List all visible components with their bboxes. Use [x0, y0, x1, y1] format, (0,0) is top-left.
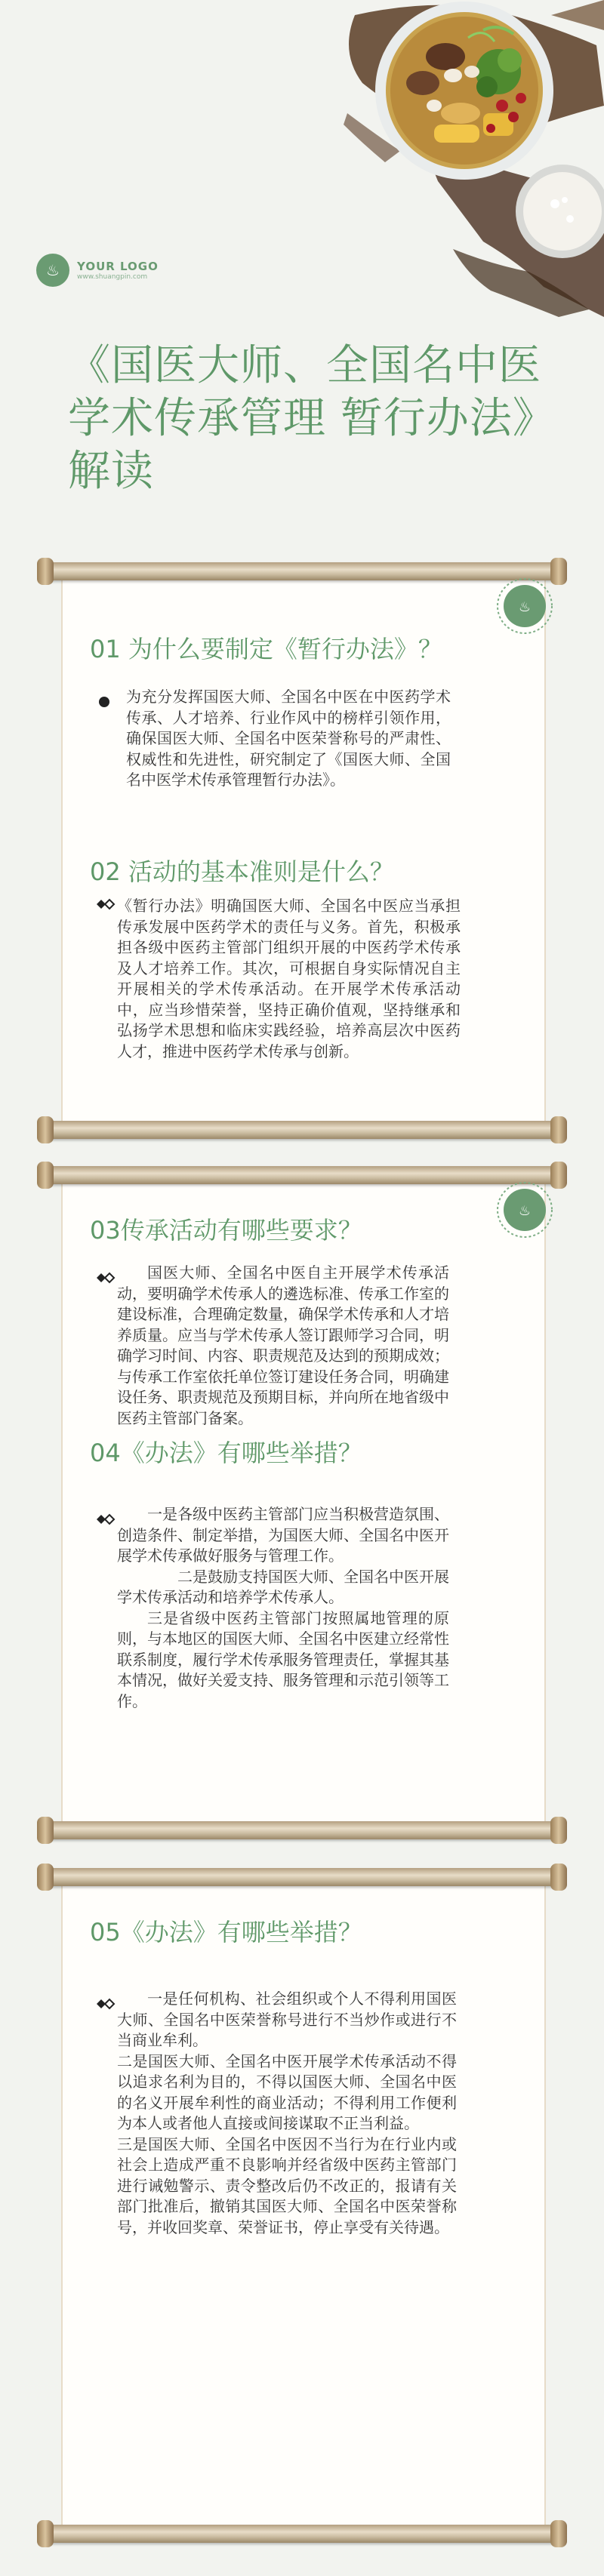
section-3-title: 03传承活动有哪些要求？	[90, 1216, 362, 1245]
scroll-card-1	[42, 562, 562, 1151]
bullet-diamond-icon	[96, 1272, 116, 1284]
section-5-body	[117, 1989, 457, 2238]
logo-icon: ♨	[36, 254, 69, 287]
section-2-body: 《暂行办法》明确国医大师、全国名中医应当承担传承发展中医药学术的责任与义务。首先，积极承担各级中医药主管部门组织开展的中医药学术传承及人才培养工作。其次，可根据自身实际情况自主开展相关的学术传承活动。在开展学术传承活动中，应当珍惜荣誉，坚持正确价值观，坚持继承和弘扬学术思想和临床实践经验，培养高层次中医药人才，推进中医药学术传承与创新。	[117, 897, 461, 1060]
svg-text:♨: ♨	[518, 1203, 532, 1219]
bullet-dot-icon	[99, 697, 109, 707]
section-5-point-1: 一是任何机构、社会组织或个人不得利用国医大师、全国名中医荣誉称号进行不当炒作或进行不当商业牟利。	[117, 1990, 457, 2049]
bullet-diamond-icon	[96, 898, 116, 910]
section-5-title: 05《办法》有哪些举措？	[90, 1918, 362, 1947]
bullet-diamond-icon	[96, 1513, 116, 1525]
section-4-point-3: 三是省级中医药主管部门按照属地管理的原则，与本地区的国医大师、全国名中医建立经常性联系制度，履行学术传承服务管理责任，掌握其基本情况，做好关爱支持、服务管理和示范引领等工作。	[117, 1608, 449, 1710]
scroll-rod-top	[42, 562, 562, 580]
bullet-diamond-icon	[96, 1998, 116, 2010]
seal-stamp-icon	[495, 576, 555, 636]
logo	[36, 254, 159, 287]
section-4-point-1: 一是各级中医药主管部门应当积极营造氛围、创造条件、制定举措，为国医大师、全国名中医开展学术传承做好服务与管理工作。	[117, 1505, 449, 1565]
section-5-point-3: 三是国医大师、全国名中医因不当行为在行业内或社会上造成严重不良影响并经省级中医药主管部门进行诫勉警示、责令整改后仍不改正的，报请有关部门批准后，撤销其国医大师、全国名中医荣誉称号，并收回奖章、荣誉证书，停止享受有关待遇。	[117, 2134, 457, 2236]
svg-text:♨: ♨	[518, 599, 532, 615]
section-4-title: 04《办法》有哪些举措？	[90, 1439, 362, 1467]
page-title: 《国医大师、全国名中医学术传承管理 暂行办法》解读	[68, 341, 556, 496]
logo-url: www.shuangpin.com	[77, 273, 148, 281]
scroll-rod-bottom	[42, 2525, 562, 2543]
scroll-rod-bottom	[42, 1821, 562, 1839]
scroll-rod-top	[42, 1868, 562, 1886]
scroll-rod-bottom	[42, 1121, 562, 1139]
scroll-card-3	[42, 1868, 562, 2555]
seal-stamp-icon	[495, 1180, 555, 1240]
section-1-title: 01 为什么要制定《暂行办法》？	[90, 635, 442, 663]
section-5-point-2: 二是国医大师、全国名中医开展学术传承活动不得以追求名利为目的，不得以国医大师、全国名中医的名义开展牟利性的商业活动；不得利用工作便利为本人或者他人直接或间接谋取不正当利益。	[117, 2051, 457, 2132]
scroll-rod-top	[42, 1166, 562, 1184]
section-3-body: 国医大师、全国名中医自主开展学术传承活动，要明确学术传承人的遴选标准、传承工作室的建设标准，合理确定数量，确保学术传承和人才培养质量。应当与学术传承人签订跟师学习合同，明确学习时间、内容、职责规范及达到的预期成效；与传承工作室依托单位签订建设任务合同，明确建设任务、职责规范及预期目标，并向所在地省级中医药主管部门备案。	[117, 1263, 449, 1427]
logo-name: YOUR LOGO	[77, 260, 159, 273]
section-4-body	[117, 1504, 449, 1712]
section-2-title: 02 活动的基本准则是什么？	[90, 857, 394, 886]
scroll-card-2	[42, 1166, 562, 1853]
section-4-point-2: 二是鼓励支持国医大师、全国名中医开展学术传承活动和培养学术传承人。	[117, 1567, 449, 1606]
section-1-body: 为充分发挥国医大师、全国名中医在中医药学术传承、人才培养、行业作风中的榜样引领作用，确保国医大师、全国名中医荣誉称号的严肃性、权威性和先进性，研究制定了《国医大师、全国名中医学术传承管理暂行办法》。	[126, 688, 451, 789]
